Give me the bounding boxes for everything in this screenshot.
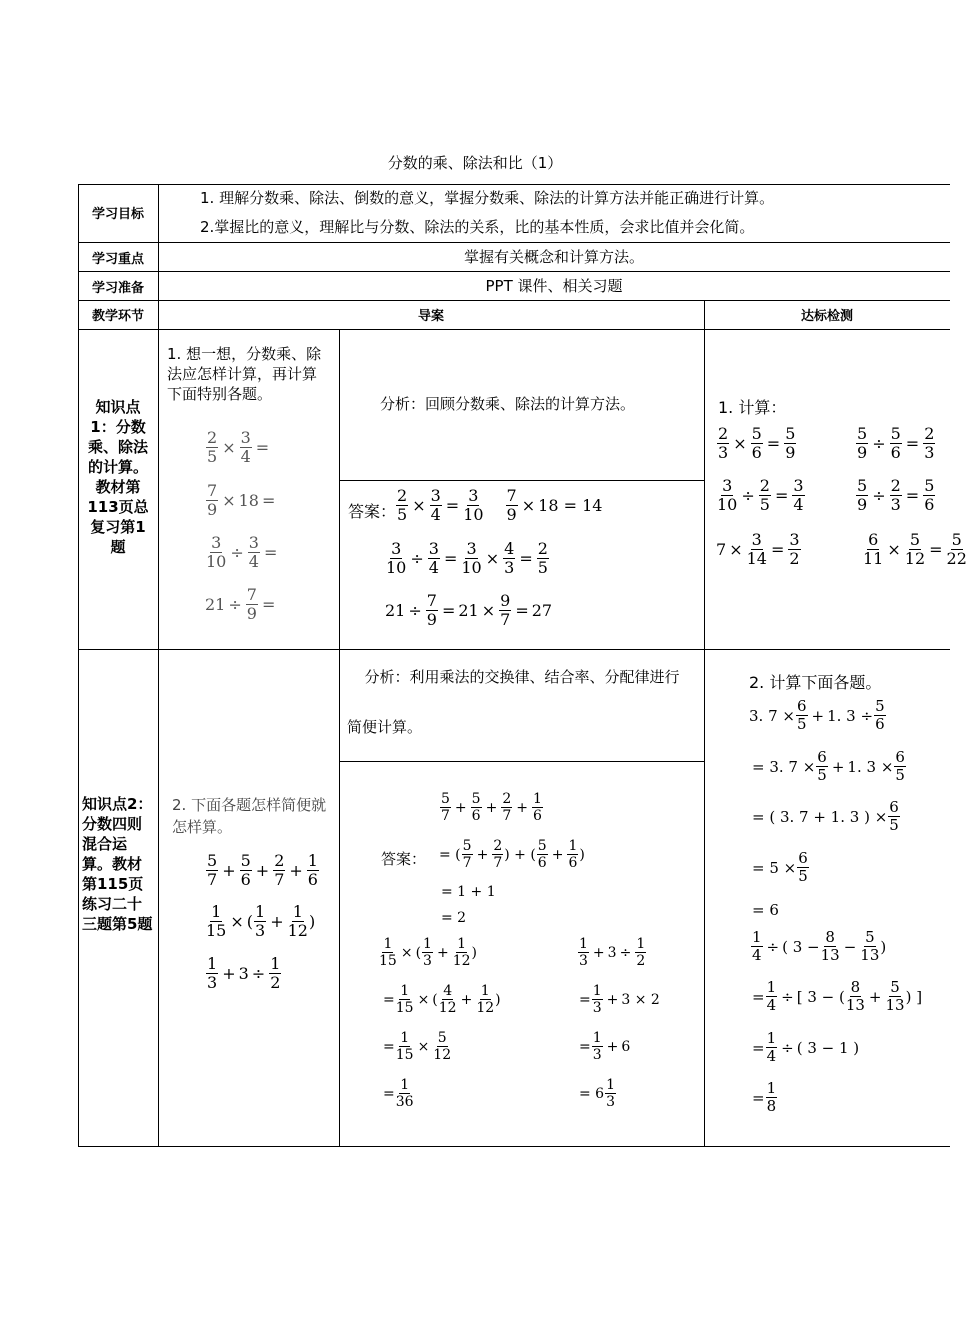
a2c-step-4: = 6 1 3: [579, 1077, 616, 1110]
a2b-step-4: = $\frac{1}{36}$: [383, 1077, 414, 1110]
question-2-intro: 2. 下面各题怎样简便就怎样算。: [172, 796, 327, 836]
goal-label: 学习目标: [91, 207, 144, 222]
a2b-step-3: = $\frac{1}{15}$ × $\frac{5}{12}$: [383, 1030, 452, 1063]
a2-step-2: = ( 5 7 + $\frac{2}{7}$ ) + ( 5 6 + $\frac{1}{6}$ ): [439, 838, 585, 871]
page-title: 分数的乘、除法和比（1）: [387, 154, 563, 172]
q2-expr-c: 1 3 + 3 ÷ $\frac{1}{2}$: [207, 954, 281, 992]
focus-label: 学习重点: [91, 252, 144, 267]
a2-step-1: 5 7 + $\frac{5}{6}$ + $\frac{2}{7}$ + $\frac{1}{6}$: [441, 791, 542, 824]
q1-expr-d: 21 ÷ $\frac{7}{9}$ =: [205, 585, 276, 623]
prep-label: 学习准备: [91, 281, 144, 296]
c2b-step-2: = $\frac{1}{4}$ ÷ [ 3 − ( 8 13 + $\frac{5}{13}$ ) ]: [752, 978, 923, 1014]
a2b-step-1: $\frac{1}{15}$ × ( 1 3 + $\frac{1}{12}$ ): [379, 936, 477, 969]
a2c-step-3: = $\frac{1}{3}$ + 6: [579, 1030, 631, 1063]
stage-label: 教学环节: [91, 309, 144, 324]
knowledge-point-1: 知识点1：分数乘、除法的计算。教材第113页总复习第1题: [87, 398, 149, 556]
c1-expr-f: $\frac{6}{11}$ × $\frac{5}{12}$ = $\frac{5}{22}$: [863, 530, 967, 568]
check-label: 达标检测: [800, 309, 853, 324]
c1-expr-d: $\frac{5}{9}$ ÷ $\frac{2}{3}$ = $\frac{5}{6}$: [857, 476, 935, 514]
a2-step-4: = 2: [441, 910, 467, 926]
check-1-title: 1. 计算：: [718, 398, 787, 417]
a1-line-2: $\frac{3}{10}$ ÷ $\frac{3}{4}$ = $\frac{3}{10}$ × $\frac{4}{3}$ = $\frac{2}{5}$: [386, 539, 548, 577]
guide-label: 导案: [417, 309, 444, 324]
analysis-2-cont: 简便计算。: [347, 718, 423, 736]
c2b-step-3: = $\frac{1}{4}$ ÷ ( 3 − 1 ): [752, 1029, 860, 1065]
focus-text: 掌握有关概念和计算方法。: [463, 248, 644, 266]
c2-step-1: 3. 7 × $\frac{6}{5}$ + 1. 3 ÷ $\frac{5}{6}$: [749, 697, 885, 733]
c1-expr-a: $\frac{2}{3}$ × $\frac{5}{6}$ = $\frac{5}{9}$: [718, 424, 796, 462]
q2-expr-a: 5 7 + $\frac{5}{6}$ + $\frac{2}{7}$ + $\frac{1}{6}$: [207, 851, 318, 889]
a2c-step-2: = $\frac{1}{3}$ + 3 × 2: [579, 983, 660, 1016]
answer-1-label: 答案：: [348, 502, 397, 521]
q1-expr-a: $\frac{2}{5}$ × $\frac{3}{4}$ =: [207, 428, 270, 466]
q2-expr-b: $\frac{1}{15}$ × ( 1 3 + $\frac{1}{12}$ ): [206, 902, 316, 940]
goal-1: 1. 理解分数乘、除法、倒数的意义，掌握分数乘、除法的计算方法并能正确进行计算。: [200, 189, 775, 207]
knowledge-point-2: 知识点2：分数四则混合运算。教材第115页练习二十三题第5题: [82, 795, 153, 933]
c2-step-3: = ( 3. 7 + 1. 3 ) × $\frac{6}{5}$: [752, 798, 899, 834]
c2-step-5: = 6: [752, 901, 779, 919]
c1-expr-c: $\frac{3}{10}$ ÷ $\frac{2}{5}$ = $\frac{3}{4}$: [717, 476, 804, 514]
c1-expr-e: 7 × $\frac{3}{14}$ = $\frac{3}{2}$: [716, 530, 800, 568]
prep-text: PPT 课件、相关习题: [485, 277, 623, 295]
analysis-1: 分析：回顾分数乘、除法的计算方法。: [380, 395, 636, 413]
a1-line-1: $\frac{2}{5}$ × $\frac{3}{4}$ = $\frac{3}{10}$ $\frac{7}{9}$ × 18 = 14: [397, 486, 603, 524]
q1-expr-b: $\frac{7}{9}$ × 18 =: [207, 481, 276, 519]
analysis-2: 分析：利用乘法的交换律、结合率、分配律进行: [364, 668, 680, 686]
c2-step-2: = 3. 7 × $\frac{6}{5}$ + 1. 3 × $\frac{6}{5}$: [752, 748, 905, 784]
c1-expr-b: $\frac{5}{9}$ ÷ $\frac{5}{6}$ = $\frac{2}{3}$: [857, 424, 935, 462]
c2-step-4: = 5 × $\frac{6}{5}$: [752, 849, 808, 885]
a2c-step-1: 1 3 + 3 ÷ $\frac{1}{2}$: [579, 936, 646, 969]
c2b-step-1: $\frac{1}{4}$ ÷ ( 3 − $\frac{8}{13}$ − $\frac{5}{13}$ ): [752, 928, 887, 964]
goal-2: 2.掌握比的意义，理解比与分数、除法的关系，比的基本性质，会求比值并会化简。: [200, 218, 755, 236]
a1-line-3: 21 ÷ $\frac{7}{9}$ = 21 × $\frac{9}{7}$ = 27: [385, 591, 553, 629]
answer-2-label: 答案：: [381, 850, 427, 868]
q1-expr-c: $\frac{3}{10}$ ÷ $\frac{3}{4}$ =: [206, 533, 278, 571]
question-1-intro: 1. 想一想，分数乘、除法应怎样计算，再计算下面特别各题。: [167, 345, 322, 403]
check-2-title: 2. 计算下面各题。: [749, 673, 882, 692]
a2b-step-2: = $\frac{1}{15}$ × ( 4 12 + $\frac{1}{12}$ ): [383, 983, 501, 1016]
a2-step-3: = 1 + 1: [441, 884, 496, 900]
c2b-step-4: = $\frac{1}{8}$: [752, 1079, 777, 1115]
